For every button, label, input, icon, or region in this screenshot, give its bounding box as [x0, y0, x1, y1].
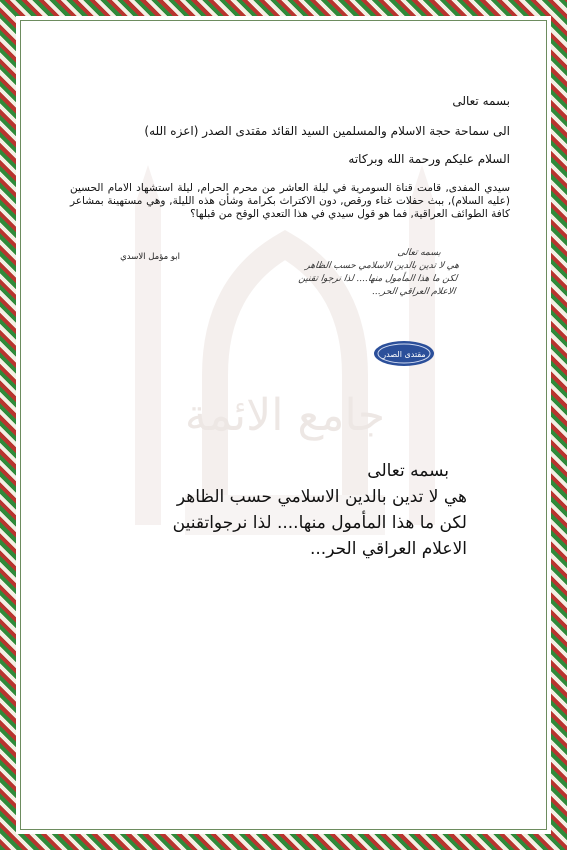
letter-addressee: الى سماحة حجة الاسلام والمسلمين السيد القائد مقتدى الصدر (اعزه الله) — [144, 124, 510, 138]
handwritten-line: بسمه تعالى — [396, 248, 442, 258]
letter-heading: بسمه تعالى — [452, 94, 510, 108]
typed-reply — [107, 458, 467, 562]
reply-line: الاعلام العراقي الحر... — [309, 539, 467, 559]
reply-line: هي لا تدين بالدين الاسلامي حسب الظاهر — [176, 487, 467, 507]
letter-signature: ابو مؤمل الاسدي — [120, 252, 180, 262]
letter-body: سيدي المفدى, قامت قناة السومرية في ليلة العاشر من محرم الحرام, ليلة استشهاد الامام الحسين (عليه السلام), ببث حفلات غناء ورقص, دون الاكتراث بكرامة وشأن هذه الليلة, وهي مستهينة بمشاعر كافة الطوائف العراقية, فما هو قول سيدي في هذا التعدي الوقح من قبلها؟ — [70, 182, 510, 220]
handwritten-reply — [224, 247, 461, 299]
handwritten-line: الاعلام العراقي الحر... — [371, 287, 457, 297]
reply-line: بسمه تعالى — [367, 461, 449, 481]
stamp-text: مقتدى الصدر — [382, 350, 426, 359]
seal-stamp — [373, 340, 435, 367]
watermark-text: جامع الائمة — [184, 390, 386, 441]
handwritten-line: لكن ما هذا المأمول منها.... لذا نرجوا تقنين — [297, 274, 458, 284]
letter-greeting: السلام عليكم ورحمة الله وبركاته — [348, 152, 510, 166]
reply-line: لكن ما هذا المأمول منها.... لذا نرجواتقنين — [172, 513, 467, 533]
handwritten-line: هي لا تدين بالدين الاسلامي حسب الظاهر — [304, 261, 460, 271]
